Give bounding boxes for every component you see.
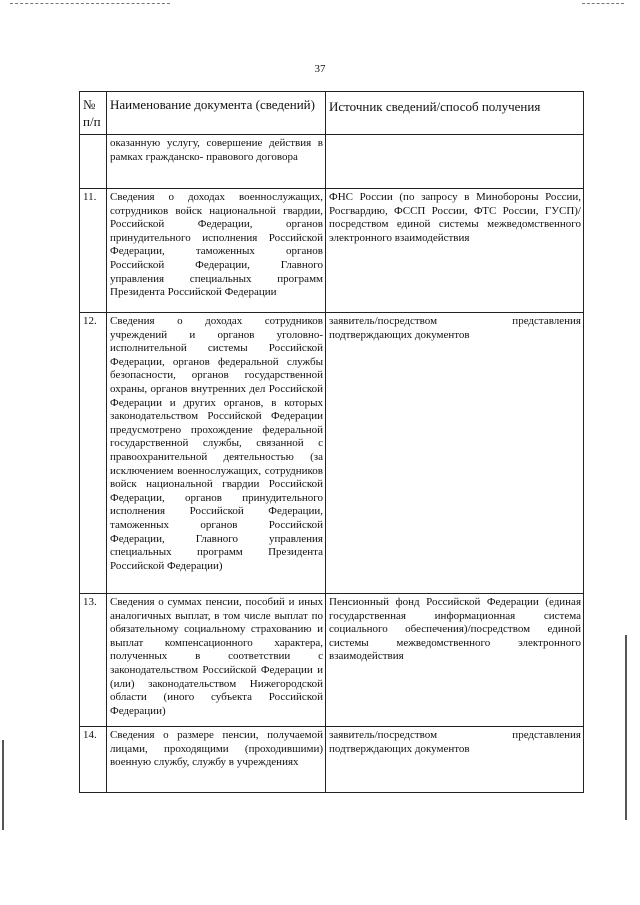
row-num	[80, 135, 107, 189]
row-num: 12.	[80, 313, 107, 594]
row-name: Сведения о суммах пенсии, пособий и иных аналогичных выплат, в том числе выплат по обязательному социальному страхованию и выплат компенсационного характера, полученных в соответствии с законодательством Российской Федерации и (или) законодательством Нижегородской области (иного субъекта Российской Федерации)	[107, 594, 326, 727]
row-name: Сведения о доходах военнослужащих, сотрудников войск национальной гвардии, Российской Федерации, органов принудительного исполнения Российской Федерации, таможенных органов Российской Федерации, Главного управления специальных программ Президента Российской Федерации	[107, 189, 326, 313]
header-name: Наименование документа (сведений)	[107, 92, 326, 135]
documents-table	[79, 91, 584, 793]
scan-edge-left	[2, 740, 4, 830]
row-num: 11.	[80, 189, 107, 313]
row-name: Сведения о доходах сотрудников учреждений и органов уголовно-исполнительной системы Российской Федерации, органов федеральной службы безопасности, органов государственной охраны, органов внутренних дел Российской Федерации и других органов, в которых законодательством Российской Федерации предусмотрено прохождение федеральной государственной службы, связанной с правоохранительной деятельностью (за исключением военнослужащих, сотрудников войск национальной гвардии Российской Федерации, органов принудительного исполнения Российской Федерации, таможенных органов Российской Федерации, Главного управления специальных программ Президента Российской Федерации)	[107, 313, 326, 594]
row-source: заявитель/посредством представления подтверждающих документов	[326, 727, 584, 793]
table-row	[80, 313, 584, 594]
table-row	[80, 135, 584, 189]
row-source: Пенсионный фонд Российской Федерации (единая государственная информационная система социального обеспечения)/посредством единой системы межведомственного электронного взаимодействия	[326, 594, 584, 727]
scan-mark-top-right	[582, 3, 624, 4]
row-num: 13.	[80, 594, 107, 727]
row-source	[326, 135, 584, 189]
header-source: Источник сведений/способ получения	[326, 92, 584, 135]
table-row	[80, 189, 584, 313]
table-row	[80, 594, 584, 727]
header-num: № п/п	[80, 92, 107, 135]
row-source: заявитель/посредством представления подтверждающих документов	[326, 313, 584, 594]
scan-edge-right	[625, 635, 627, 820]
row-name: оказанную услугу, совершение действия в рамках гражданско- правового договора	[107, 135, 326, 189]
scan-mark-top-left	[10, 3, 170, 4]
row-source: ФНС России (по запросу в Минобороны России, Росгвардию, ФССП России, ФТС России, ГУСП)/посредством единой системы межведомственного электронного взаимодействия	[326, 189, 584, 313]
page-number: 37	[314, 63, 326, 75]
table-row	[80, 727, 584, 793]
row-num: 14.	[80, 727, 107, 793]
row-name: Сведения о размере пенсии, получаемой лицами, проходящими (проходившими) военную службу, службу в учреждениях	[107, 727, 326, 793]
table-header-row	[80, 92, 584, 135]
